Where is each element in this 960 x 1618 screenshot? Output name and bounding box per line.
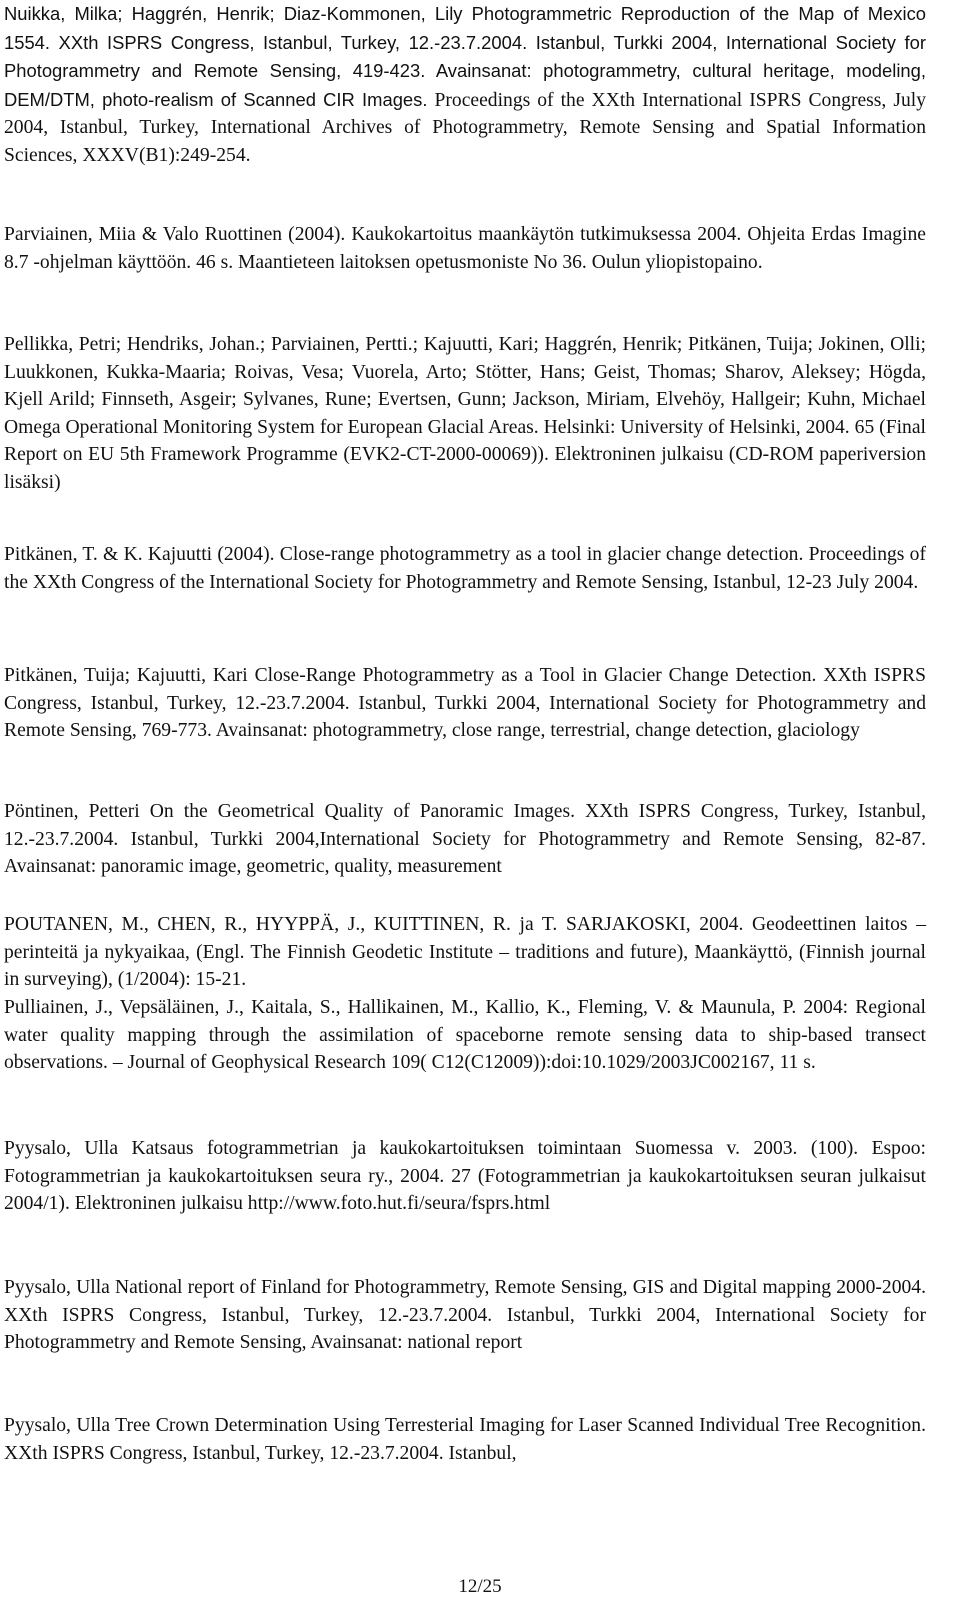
reference-entry: Parviainen, Miia & Valo Ruottinen (2004). Kaukokartoitus maankäytön tutkimuksessa 2004. Ohjeita Erdas Imagine 8.7 -ohjelman käyttöön. 46 s. Maantieteen laitoksen opetusmoniste No 36. Oulun yliopistopaino. [4, 224, 926, 273]
reference-entry: Pitkänen, T. & K. Kajuutti (2004). Close-range photogrammetry as a tool in glacier change detection. Proceedings of the XXth Congress of the International Society for Photogrammetry and Remote Sensing, Istanbul, 12-23 July 2004. [4, 544, 926, 593]
reference-text: Nuikka, Milka; Haggrén, Henrik; Diaz-Kommonen, Lily Photogrammetric Reproduction of the Map of Mexico 1554. XXth ISPRS Congress, Istanbul, Turkey, 12.-23.7.2004. Istanbul, Turkki 2004, International Society for Photogrammetry and Remote Sensing, 419-423. Avainsanat: photogrammetry, cultural heritage, modeling, DEM/DTM, photo-realism of Scanned CIR Images. [4, 3, 926, 110]
reference-entry: POUTANEN, M., CHEN, R., HYYPPÄ, J., KUITTINEN, R. ja T. SARJAKOSKI, 2004. Geodeettinen laitos – perinteitä ja nykyaikaa, (Engl. The Finnish Geodetic Institute – traditions and future), Maankäyttö, (Finnish journal in surveying), (1/2004): 15-21. [4, 914, 926, 991]
reference-entry: Pyysalo, Ulla Katsaus fotogrammetrian ja kaukokartoituksen toimintaan Suomessa v. 2003. (100). Espoo: Fotogrammetrian ja kaukokartoituksen seura ry., 2004. 27 (Fotogrammetrian ja kaukokartoituksen seuran julkaisut 2004/1). Elektroninen julkaisu http://www.foto.hut.fi/seura/fsprs.html [4, 1138, 926, 1215]
reference-entry: Pellikka, Petri; Hendriks, Johan.; Parviainen, Pertti.; Kajuutti, Kari; Haggrén, Henrik; Pitkänen, Tuija; Jokinen, Olli; Luukkonen, Kukka-Maaria; Roivas, Vesa; Vuorela, Arto; Stötter, Hans; Geist, Thomas; Sharov, Aleksey; Högda, Kjell Arild; Finnseth, Asgeir; Sylvanes, Rune; Evertsen, Gunn; Jackson, Miriam, Elvehöy, Hallgeir; Kuhn, Michael Omega Operational Monitoring System for European Glacial Areas. Helsinki: University of Helsinki, 2004. 65 (Final Report on EU 5th Framework Programme (EVK2-CT-2000-00069)). Elektroninen julkaisu (CD-ROM paperiversion lisäksi) [4, 334, 926, 493]
reference-entry: Pyysalo, Ulla Tree Crown Determination Using Terresterial Imaging for Laser Scanned Individual Tree Recognition. XXth ISPRS Congress, Istanbul, Turkey, 12.-23.7.2004. Istanbul, [4, 1415, 926, 1464]
page-number: 12/25 [458, 1576, 502, 1597]
reference-entry: Pitkänen, Tuija; Kajuutti, Kari Close-Range Photogrammetry as a Tool in Glacier Change Detection. XXth ISPRS Congress, Istanbul, Turkey, 12.-23.7.2004. Istanbul, Turkki 2004, International Society for Photogrammetry and Remote Sensing, 769-773. Avainsanat: photogrammetry, close range, terrestrial, change detection, glaciology [4, 665, 926, 742]
reference-entry: Pyysalo, Ulla National report of Finland for Photogrammetry, Remote Sensing, GIS and Digital mapping 2000-2004. XXth ISPRS Congress, Istanbul, Turkey, 12.-23.7.2004. Istanbul, Turkki 2004, International Society for Photogrammetry and Remote Sensing, Avainsanat: national report [4, 1277, 926, 1354]
reference-entry: Pulliainen, J., Vepsäläinen, J., Kaitala, S., Hallikainen, M., Kallio, K., Fleming, V. & Maunula, P. 2004: Regional water quality mapping through the assimilation of spaceborne remote sensing data to ship-based transect observations. – Journal of Geophysical Research 109( C12(C12009)):doi:10.1029/2003JC002167, 11 s. [4, 997, 926, 1074]
reference-entry [4, 0, 926, 170]
reference-entry: Pöntinen, Petteri On the Geometrical Quality of Panoramic Images. XXth ISPRS Congress, Turkey, Istanbul, 12.-23.7.2004. Istanbul, Turkki 2004,International Society for Photogrammetry and Remote Sensing, 82-87. Avainsanat: panoramic image, geometric, quality, measurement [4, 801, 926, 878]
reference-text: Proceedings of the XXth International ISPRS Congress, July 2004, Istanbul, Turkey, International Archives of Photogrammetry, Remote Sensing and Spatial Information Sciences, XXXV(B1):249-254. [4, 89, 926, 166]
